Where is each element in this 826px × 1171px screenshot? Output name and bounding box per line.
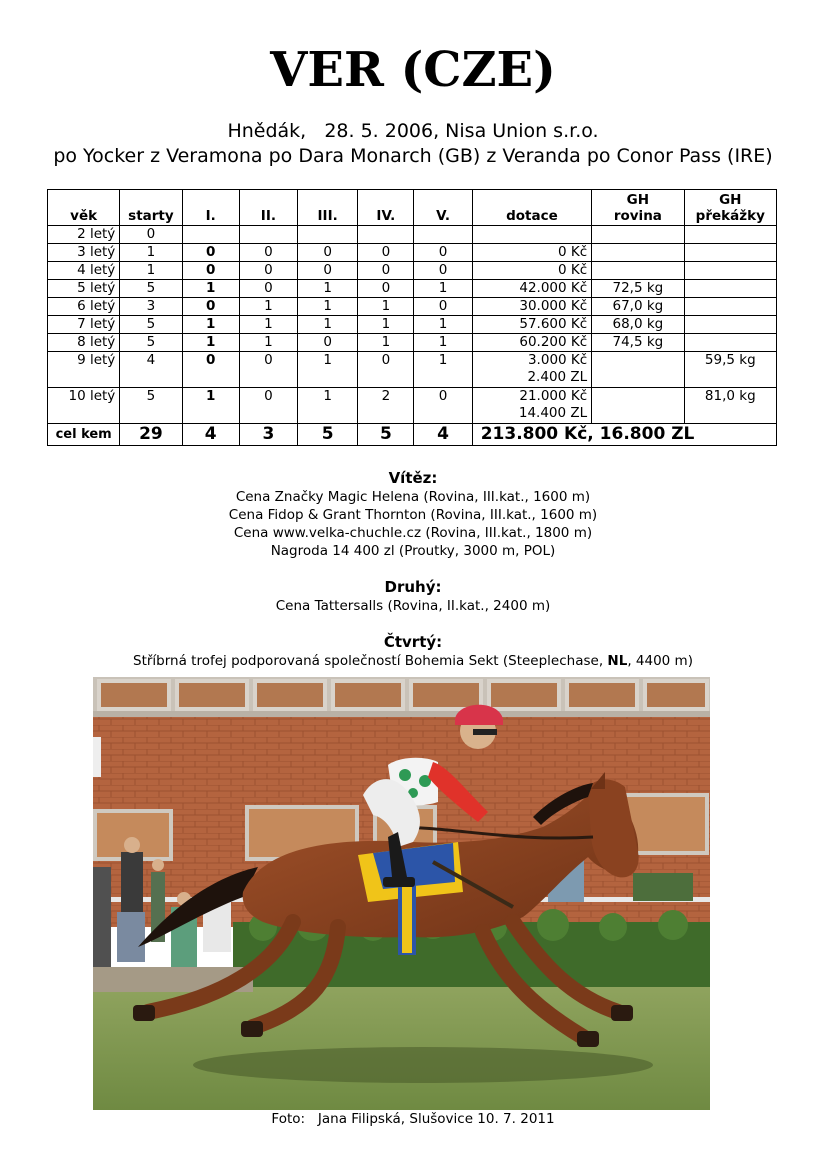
cell-gh-flat: 67,0 kg	[592, 298, 684, 316]
col-header-age: věk	[48, 190, 120, 226]
total-earnings: 213.800 Kč, 16.800 ZL	[472, 424, 776, 446]
winner-item: Cena Fidop & Grant Thornton (Rovina, III.kat., 1600 m)	[228, 507, 598, 523]
cell-earnings: 60.200 Kč	[472, 334, 591, 352]
cell-third: 0	[298, 334, 358, 352]
cell-earnings: 0 Kč	[472, 244, 591, 262]
col-header-fourth: IV.	[358, 190, 414, 226]
cell-first: 0	[182, 262, 239, 280]
winner-item: Cena Značky Magic Helena (Rovina, III.kat., 1600 m)	[235, 489, 591, 505]
col-header-second: II.	[239, 190, 297, 226]
cell-earnings-zloty: 14.400 ZL	[518, 405, 588, 421]
winner-item: Nagroda 14 400 zl (Proutky, 3000 m, POL)	[270, 543, 556, 559]
winner-section	[0, 468, 826, 560]
cell-age: 10 letý	[48, 388, 120, 424]
cell-starts: 5	[120, 280, 182, 298]
fourth-item: Stříbrná trofej podporovaná společností Bohemia Sekt (Steeplechase, NL, 4400 m)	[133, 653, 693, 669]
cell-gh-flat: 74,5 kg	[592, 334, 684, 352]
cell-gh-jumps	[684, 226, 776, 244]
table-total-row	[48, 424, 777, 446]
cell-fourth: 1	[358, 316, 414, 334]
horse-info-line: Hnědák, 28. 5. 2006, Nisa Union s.r.o.	[227, 120, 599, 142]
table-row	[48, 298, 777, 316]
cell-starts: 5	[120, 334, 182, 352]
second-section	[0, 577, 826, 615]
col-header-starts: starty	[120, 190, 182, 226]
cell-earnings	[472, 226, 591, 244]
table-header-row	[48, 190, 777, 226]
cell-third: 1	[298, 298, 358, 316]
cell-third: 0	[298, 262, 358, 280]
table-row	[48, 388, 777, 424]
cell-second: 1	[239, 316, 297, 334]
table-row	[48, 262, 777, 280]
total-first: 4	[182, 424, 239, 446]
cell-gh-flat	[592, 244, 684, 262]
total-label: cel kem	[48, 424, 120, 446]
cell-earnings-zloty: 2.400 ZL	[527, 369, 588, 385]
cell-gh-jumps	[684, 334, 776, 352]
cell-fifth: 0	[414, 262, 472, 280]
cell-earnings: 21.000 Kč 14.400 ZL	[472, 388, 591, 424]
total-third: 5	[298, 424, 358, 446]
second-heading: Druhý:	[384, 578, 442, 596]
total-starts: 29	[120, 424, 182, 446]
photo-caption: Foto: Jana Filipská, Slušovice 10. 7. 2011	[271, 1111, 555, 1127]
cell-fifth: 0	[414, 298, 472, 316]
second-item: Cena Tattersalls (Rovina, II.kat., 2400 m)	[275, 598, 551, 614]
table-row	[48, 280, 777, 298]
cell-second: 0	[239, 352, 297, 388]
fourth-heading: Čtvrtý:	[383, 633, 443, 651]
cell-gh-jumps	[684, 280, 776, 298]
cell-starts: 1	[120, 262, 182, 280]
cell-second	[239, 226, 297, 244]
cell-fifth: 1	[414, 334, 472, 352]
cell-gh-jumps: 59,5 kg	[684, 352, 776, 388]
col-header-earnings: dotace	[472, 190, 591, 226]
cell-age: 8 letý	[48, 334, 120, 352]
cell-age: 2 letý	[48, 226, 120, 244]
cell-gh-flat	[592, 388, 684, 424]
cell-gh-flat: 72,5 kg	[592, 280, 684, 298]
cell-fourth	[358, 226, 414, 244]
cell-third	[298, 226, 358, 244]
cell-second: 1	[239, 334, 297, 352]
cell-age: 9 letý	[48, 352, 120, 388]
cell-third: 0	[298, 244, 358, 262]
col-header-first: I.	[182, 190, 239, 226]
cell-fifth: 1	[414, 352, 472, 388]
cell-fourth: 1	[358, 298, 414, 316]
cell-age: 5 letý	[48, 280, 120, 298]
cell-age: 6 letý	[48, 298, 120, 316]
cell-first: 1	[182, 334, 239, 352]
cell-fourth: 0	[358, 280, 414, 298]
cell-gh-jumps	[684, 298, 776, 316]
total-second: 3	[239, 424, 297, 446]
cell-fifth	[414, 226, 472, 244]
col-header-third: III.	[298, 190, 358, 226]
table-row	[48, 334, 777, 352]
cell-fifth: 0	[414, 244, 472, 262]
cell-starts: 3	[120, 298, 182, 316]
cell-gh-jumps	[684, 316, 776, 334]
cell-starts: 5	[120, 388, 182, 424]
cell-first: 1	[182, 388, 239, 424]
cell-gh-jumps: 81,0 kg	[684, 388, 776, 424]
cell-earnings: 42.000 Kč	[472, 280, 591, 298]
cell-fourth: 0	[358, 262, 414, 280]
col-header-gh-flat: GH rovina	[592, 190, 684, 226]
cell-gh-jumps	[684, 244, 776, 262]
table-row	[48, 244, 777, 262]
cell-earnings: 57.600 Kč	[472, 316, 591, 334]
cell-third: 1	[298, 388, 358, 424]
cell-fifth: 1	[414, 316, 472, 334]
cell-third: 1	[298, 316, 358, 334]
winner-item: Cena www.velka-chuchle.cz (Rovina, III.kat., 1800 m)	[233, 525, 593, 541]
page-title: VER (CZE)	[270, 42, 556, 98]
cell-third: 1	[298, 280, 358, 298]
cell-age: 4 letý	[48, 262, 120, 280]
col-header-fifth: V.	[414, 190, 472, 226]
cell-age: 7 letý	[48, 316, 120, 334]
race-horse-photo	[93, 677, 710, 1110]
total-fourth: 5	[358, 424, 414, 446]
table-row	[48, 226, 777, 244]
cell-starts: 5	[120, 316, 182, 334]
cell-earnings: 3.000 Kč 2.400 ZL	[472, 352, 591, 388]
cell-second: 1	[239, 298, 297, 316]
cell-fourth: 2	[358, 388, 414, 424]
cell-earnings: 30.000 Kč	[472, 298, 591, 316]
cell-gh-flat	[592, 262, 684, 280]
cell-first: 0	[182, 298, 239, 316]
cell-second: 0	[239, 244, 297, 262]
cell-second: 0	[239, 388, 297, 424]
cell-first: 0	[182, 352, 239, 388]
cell-starts: 4	[120, 352, 182, 388]
cell-first: 1	[182, 280, 239, 298]
table-row	[48, 352, 777, 388]
cell-first: 1	[182, 316, 239, 334]
cell-earnings: 0 Kč	[472, 262, 591, 280]
table-row	[48, 316, 777, 334]
race-stats-table	[47, 189, 777, 446]
pedigree-line: po Yocker z Veramona po Dara Monarch (GB) z Veranda po Conor Pass (IRE)	[53, 145, 773, 167]
cell-fourth: 1	[358, 334, 414, 352]
cell-fifth: 1	[414, 280, 472, 298]
cell-starts: 1	[120, 244, 182, 262]
winner-heading: Vítěz:	[388, 469, 438, 487]
cell-age: 3 letý	[48, 244, 120, 262]
cell-fifth: 0	[414, 388, 472, 424]
cell-second: 0	[239, 262, 297, 280]
cell-second: 0	[239, 280, 297, 298]
cell-gh-flat	[592, 352, 684, 388]
cell-starts: 0	[120, 226, 182, 244]
cell-first	[182, 226, 239, 244]
cell-fourth: 0	[358, 352, 414, 388]
cell-first: 0	[182, 244, 239, 262]
fourth-section	[0, 632, 826, 670]
cell-gh-flat	[592, 226, 684, 244]
cell-gh-flat: 68,0 kg	[592, 316, 684, 334]
cell-fourth: 0	[358, 244, 414, 262]
total-fifth: 4	[414, 424, 472, 446]
cell-third: 1	[298, 352, 358, 388]
col-header-gh-jumps: GH překážky	[684, 190, 776, 226]
cell-gh-jumps	[684, 262, 776, 280]
